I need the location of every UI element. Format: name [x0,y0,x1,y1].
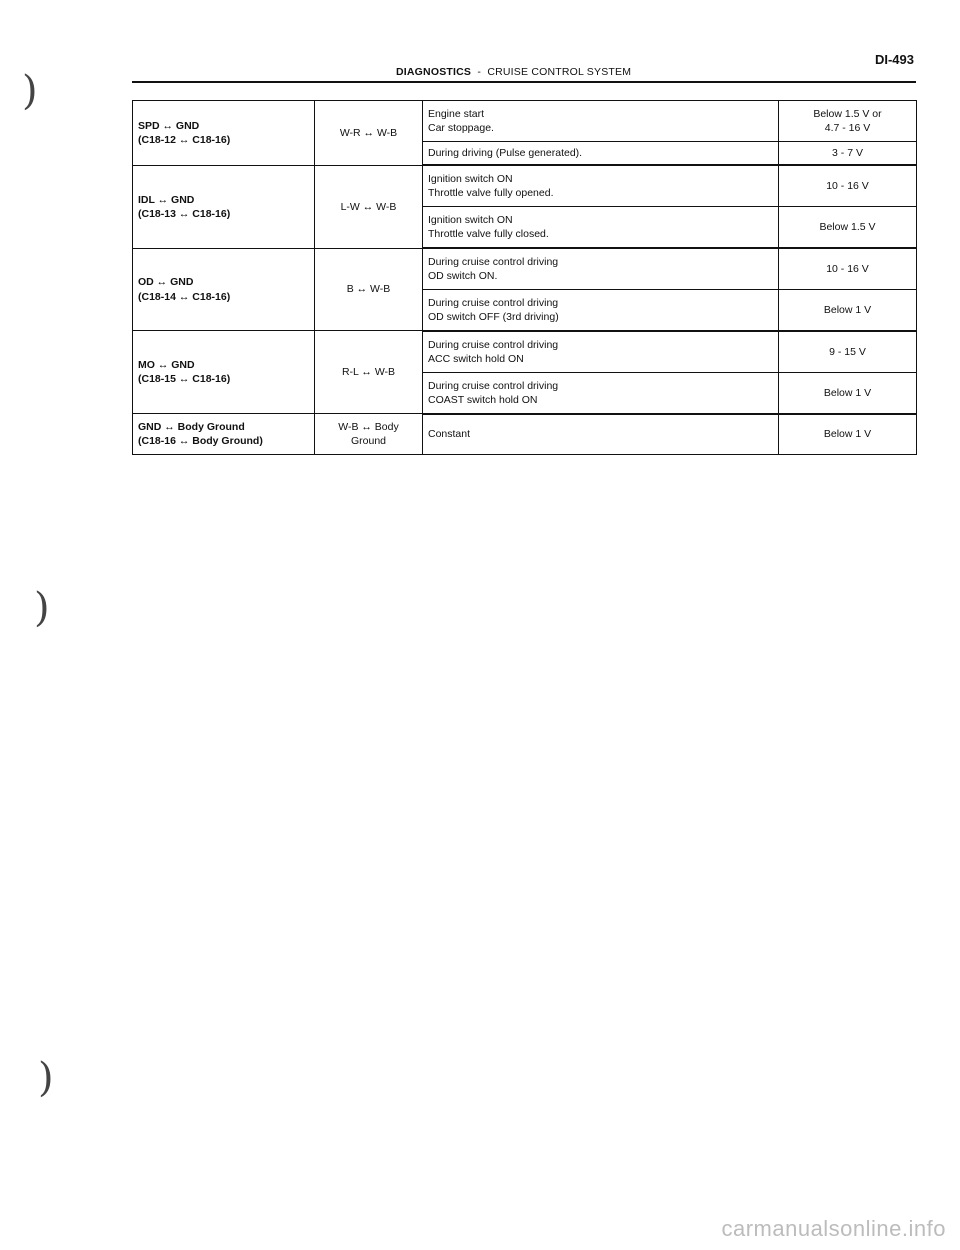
spec-table [132,100,917,455]
page-header [132,52,916,80]
binding-mark: ) [34,585,50,631]
condition-cell: During cruise control driving ACC switch hold ON [423,331,779,372]
condition-cell: During driving (Pulse generated). [423,141,779,165]
spec-cell: Below 1.5 V [779,207,917,248]
condition-cell: During cruise control driving OD switch OFF (3rd driving) [423,290,779,331]
spec-cell: Below 1 V [779,414,917,455]
condition-cell: During cruise control driving OD switch ON. [423,248,779,289]
spec-cell: Below 1 V [779,372,917,413]
wire-color-cell: W-R ↔ W-B [315,101,423,166]
section-title-rest: CRUISE CONTROL SYSTEM [487,66,632,78]
spec-cell: 3 - 7 V [779,141,917,165]
condition-cell: Constant [423,414,779,455]
terminal-cell: MO ↔ GND (C18-15 ↔ C18-16) [133,331,315,414]
condition-cell: Ignition switch ON Throttle valve fully closed. [423,207,779,248]
section-title [396,66,631,78]
spec-cell: Below 1 V [779,290,917,331]
terminal-cell: SPD ↔ GND (C18-12 ↔ C18-16) [133,101,315,166]
condition-cell: Engine start Car stoppage. [423,101,779,142]
wire-color-cell: W-B ↔ Body Ground [315,414,423,455]
spec-cell: 10 - 16 V [779,165,917,206]
watermark: carmanualsonline.info [721,1216,946,1241]
table-row [133,248,917,289]
spec-cell: Below 1.5 V or 4.7 - 16 V [779,101,917,142]
table-row [133,414,917,455]
condition-cell: Ignition switch ON Throttle valve fully opened. [423,165,779,206]
spec-cell: 9 - 15 V [779,331,917,372]
binding-mark: ) [22,68,38,114]
condition-cell: During cruise control driving COAST switch hold ON [423,372,779,413]
terminal-cell: OD ↔ GND (C18-14 ↔ C18-16) [133,248,315,331]
binding-mark: ) [38,1055,54,1101]
table-row [133,331,917,372]
page-id: DI-493 [874,52,914,67]
table-row [133,165,917,206]
terminal-cell: GND ↔ Body Ground (C18-16 ↔ Body Ground) [133,414,315,455]
wire-color-cell: L-W ↔ W-B [315,165,423,248]
section-title-separator: - [477,66,482,78]
section-title-bold: DIAGNOSTICS [396,66,472,78]
table-row [133,101,917,142]
wire-color-cell: R-L ↔ W-B [315,331,423,414]
terminal-cell: IDL ↔ GND (C18-13 ↔ C18-16) [133,165,315,248]
wire-color-cell: B ↔ W-B [315,248,423,331]
spec-cell: 10 - 16 V [779,248,917,289]
header-rule [132,81,916,83]
